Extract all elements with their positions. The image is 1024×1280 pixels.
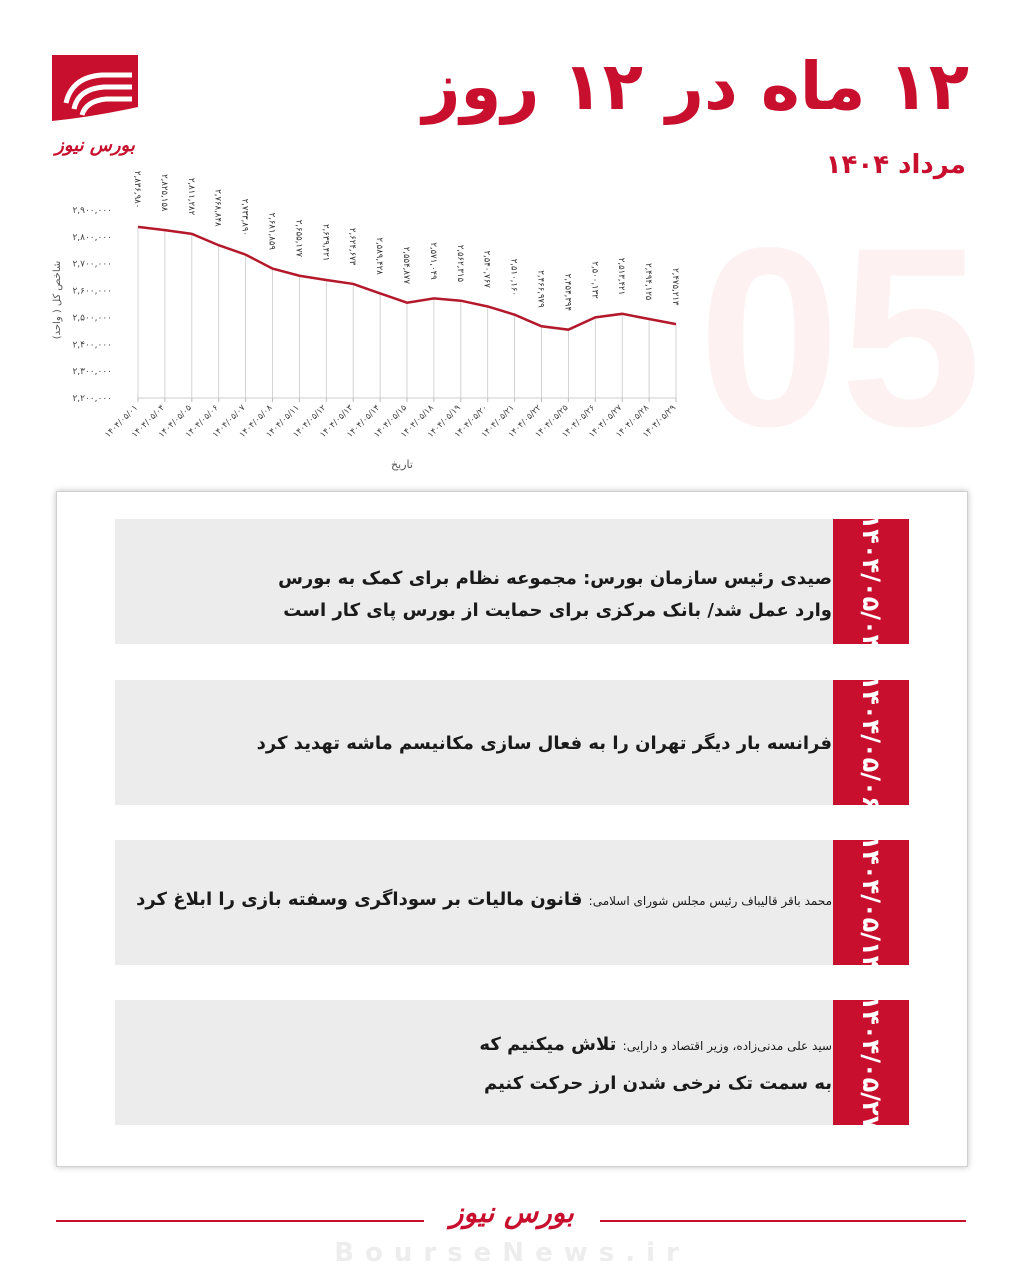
news-line: به سمت تک نرخی شدن ارز حرکت کنیم bbox=[483, 1073, 832, 1094]
data-label: ۲,۶۳۹,۴۲۱ bbox=[320, 223, 331, 262]
x-tick-label: ۱۴۰۴/۰۵/۲۲ bbox=[506, 403, 544, 441]
x-tick-label: ۱۴۰۴/۰۵/۱۱ bbox=[264, 403, 302, 441]
data-label: ۲,۴۶۶,۹۷۹ bbox=[535, 270, 546, 308]
x-tick-label: ۱۴۰۴/۰۵/۰۷ bbox=[210, 403, 248, 441]
news-date-tag bbox=[833, 675, 909, 810]
news-date: ۱۴۰۴/۰۵/۱۴ bbox=[857, 835, 885, 970]
footer-brand: بورس نیوز bbox=[450, 1196, 574, 1229]
data-label: ۲,۸۳۶,۹۸۰ bbox=[132, 170, 142, 209]
y-tick-label: ۲,۷۰۰,۰۰۰ bbox=[72, 259, 112, 270]
footer-watermark: BourseNews.ir bbox=[334, 1238, 690, 1268]
y-tick-label: ۲,۳۰۰,۰۰۰ bbox=[72, 367, 112, 378]
y-axis-label: شاخص کل ( واحد) bbox=[52, 260, 63, 340]
news-speaker: محمد باقر قالیباف رئیس مجلس شورای اسلامی: bbox=[588, 894, 832, 908]
news-date: ۱۴۰۴/۰۵/۰۶ bbox=[857, 675, 885, 810]
data-label: ۲,۵۰۰,۱۳۲ bbox=[589, 261, 600, 299]
data-label: ۲,۴۷۵,۲۱۳ bbox=[670, 268, 680, 306]
y-tick-label: ۲,۸۰۰,۰۰۰ bbox=[72, 232, 112, 243]
page-subtitle: مرداد ۱۴۰۴ bbox=[825, 150, 966, 180]
x-tick-label: ۱۴۰۴/۰۵/۲۱ bbox=[479, 403, 517, 441]
x-tick-label: ۱۴۰۴/۰۵/۱۹ bbox=[425, 403, 463, 441]
x-tick-label: ۱۴۰۴/۰۵/۲۷ bbox=[587, 403, 625, 441]
x-tick-label: ۱۴۰۴/۰۵/۲۵ bbox=[533, 403, 571, 441]
news-date: ۱۴۰۴/۰۵/۰۴ bbox=[857, 514, 885, 649]
data-label: ۲,۶۲۴,۶۷۳ bbox=[347, 227, 358, 266]
news-card-4 bbox=[115, 1000, 852, 1125]
x-tick-label: ۱۴۰۴/۰۵/۱۵ bbox=[372, 403, 410, 441]
x-tick-label: ۱۴۰۴/۰۵/۲۶ bbox=[560, 403, 598, 441]
data-label: ۲,۷۳۳,۸۹۰ bbox=[239, 198, 250, 236]
x-tick-label: ۱۴۰۴/۰۵/۲۰ bbox=[452, 403, 490, 441]
footer-rule-right bbox=[600, 1220, 966, 1222]
news-line: فرانسه بار دیگر تهران را به فعال سازی مکانیسم ماشه تهدید کرد bbox=[256, 733, 832, 754]
x-tick-label: ۱۴۰۴/۰۵/۱۲ bbox=[291, 403, 329, 441]
news-card-1 bbox=[115, 519, 852, 644]
y-tick-label: ۲,۵۰۰,۰۰۰ bbox=[72, 313, 112, 324]
news-line: وارد عمل شد/ بانک مرکزی برای حمایت از بورس پای کار است bbox=[283, 600, 832, 621]
data-label: ۲,۸۱۱,۲۸۲ bbox=[185, 177, 196, 216]
big-month-text: 05 bbox=[698, 200, 982, 460]
data-label: ۲,۴۹۴,۱۲۵ bbox=[643, 263, 654, 301]
x-tick-label: ۱۴۰۴/۰۵/۰۶ bbox=[183, 403, 221, 441]
news-text bbox=[135, 884, 832, 917]
news-card-3 bbox=[115, 840, 852, 965]
news-line: صیدی رئیس سازمان بورس: مجموعه نظام برای کمک به بورس bbox=[278, 568, 832, 589]
x-tick-label: ۱۴۰۴/۰۵/۰۱ bbox=[103, 403, 141, 441]
logo-text: بورس نیوز bbox=[55, 135, 135, 156]
news-line: تلاش میکنیم که bbox=[479, 1034, 617, 1055]
news-card-2 bbox=[115, 680, 852, 805]
news-date-tag bbox=[833, 995, 909, 1130]
x-tick-label: ۱۴۰۴/۰۵/۰۸ bbox=[237, 403, 275, 441]
y-tick-label: ۲,۴۰۰,۰۰۰ bbox=[72, 340, 112, 351]
x-tick-label: ۱۴۰۴/۰۵/۰۵ bbox=[156, 403, 194, 441]
data-label: ۲,۵۴۰,۷۶۷ bbox=[481, 250, 492, 288]
y-tick-label: ۲,۶۰۰,۰۰۰ bbox=[72, 286, 112, 297]
data-label: ۲,۷۶۸,۸۴۸ bbox=[212, 189, 223, 227]
page-title: ۱۲ ماه در ۱۲ روز bbox=[422, 48, 969, 125]
data-label: ۲,۵۷۱,۰۴۹ bbox=[427, 242, 438, 280]
x-tick-label: ۱۴۰۴/۰۵/۱۴ bbox=[345, 403, 383, 441]
data-label: ۲,۶۵۵,۱۷۷ bbox=[293, 219, 304, 258]
bourse-news-logo bbox=[52, 55, 138, 175]
footer-rule-left bbox=[56, 1220, 424, 1222]
data-label: ۲,۸۲۵,۱۵۸ bbox=[158, 174, 169, 212]
data-label: ۲,۴۵۴,۳۹۴ bbox=[562, 273, 573, 312]
data-label: ۲,۶۸۱,۸۵۹ bbox=[266, 212, 277, 250]
data-label: ۲,۵۱۳,۴۲۱ bbox=[616, 257, 627, 296]
y-tick-label: ۲,۹۰۰,۰۰۰ bbox=[72, 206, 112, 216]
news-text bbox=[135, 563, 832, 627]
x-axis-label: تاریخ bbox=[391, 458, 413, 471]
x-tick-label: ۱۴۰۴/۰۵/۲۹ bbox=[641, 403, 679, 441]
x-tick-label: ۱۴۰۴/۰۵/۰۴ bbox=[130, 403, 168, 441]
y-tick-label: ۲,۲۰۰,۰۰۰ bbox=[72, 394, 112, 404]
x-tick-label: ۱۴۰۴/۰۵/۲۸ bbox=[614, 403, 652, 441]
data-label: ۲,۵۵۴,۸۷۷ bbox=[401, 246, 411, 285]
data-label: ۲,۵۸۹,۴۲۸ bbox=[374, 237, 385, 275]
data-label: ۲,۵۶۲,۳۱۵ bbox=[454, 244, 465, 283]
x-tick-label: ۱۴۰۴/۰۵/۱۸ bbox=[399, 403, 437, 441]
news-panel bbox=[56, 491, 968, 1167]
index-line-chart bbox=[20, 170, 700, 480]
news-date: ۱۴۰۴/۰۵/۲۷ bbox=[857, 995, 885, 1130]
x-tick-label: ۱۴۰۴/۰۵/۱۳ bbox=[318, 403, 356, 441]
big-month-number bbox=[680, 200, 1000, 460]
news-text bbox=[135, 1026, 832, 1103]
logo-mark-icon bbox=[52, 55, 138, 135]
news-date-tag bbox=[833, 835, 909, 970]
news-line: قانون مالیات بر سوداگری وسفته بازی را ابلاغ کرد bbox=[136, 889, 583, 910]
news-date-tag bbox=[833, 514, 909, 649]
data-label: ۲,۵۱۰,۱۶۰ bbox=[508, 258, 519, 297]
news-speaker: سید علی مدنی‌زاده، وزیر اقتصاد و دارایی: bbox=[622, 1039, 832, 1053]
news-text bbox=[135, 728, 832, 760]
